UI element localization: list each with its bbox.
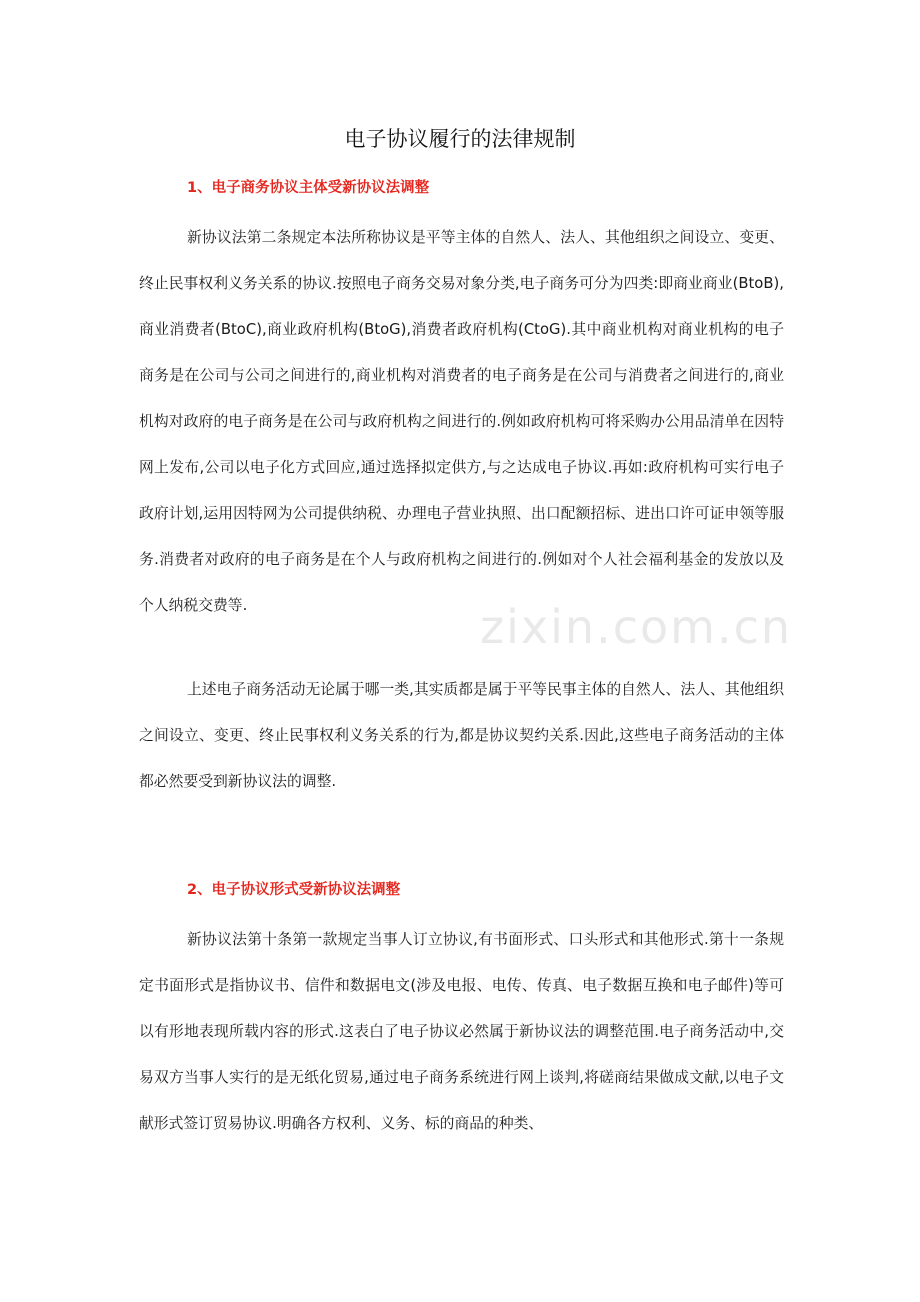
document-title: 电子协议履行的法律规制 xyxy=(344,127,576,151)
section-2-heading: 2、电子协议形式受新协议法调整 xyxy=(187,882,401,898)
section-1-paragraph-1: 新协议法第二条规定本法所称协议是平等主体的自然人、法人、其他组织之间设立、变更、终止民事权利义务关系的协议.按照电子商务交易对象分类,电子商务可分为四类:即商业商业(BtoB),商业消费者(BtoC),商业政府机构(BtoG),消费者政府机构(CtoG).其中商业机构对商业机构的电子商务是在公司与公司之间进行的,商业机构对消费者的电子商务是在公司与消费者之间进行的,商业机构对政府的电子商务是在公司与政府机构之间进行的.例如政府机构可将采购办公用品清单在因特网上发布,公司以电子化方式回应,通过选择拟定供方,与之达成电子协议.再如:政府机构可实行电子政府计划,运用因特网为公司提供纳税、办理电子营业执照、出口配额招标、进出口许可证申领等服务.消费者对政府的电子商务是在个人与政府机构之间进行的.例如对个人社会福利基金的发放以及个人纳税交费等. xyxy=(139,229,784,614)
watermark: zixin.com.cn xyxy=(480,600,793,654)
section-1-heading: 1、电子商务协议主体受新协议法调整 xyxy=(187,180,430,196)
section-2-paragraph-1: 新协议法第十条第一款规定当事人订立协议,有书面形式、口头形式和其他形式.第十一条规定书面形式是指协议书、信件和数据电文(涉及电报、电传、传真、电子数据互换和电子邮件)等可以有形地表现所载内容的形式.这表白了电子协议必然属于新协议法的调整范围.电子商务活动中,交易双方当事人实行的是无纸化贸易,通过电子商务系统进行网上谈判,将磋商结果做成文献,以电子文献形式签订贸易协议.明确各方权利、义务、标的商品的种类、 xyxy=(139,931,784,1132)
section-1-paragraph-2: 上述电子商务活动无论属于哪一类,其实质都是属于平等民事主体的自然人、法人、其他组织之间设立、变更、终止民事权利义务关系的行为,都是协议契约关系.因此,这些电子商务活动的主体都必然要受到新协议法的调整. xyxy=(139,681,784,790)
